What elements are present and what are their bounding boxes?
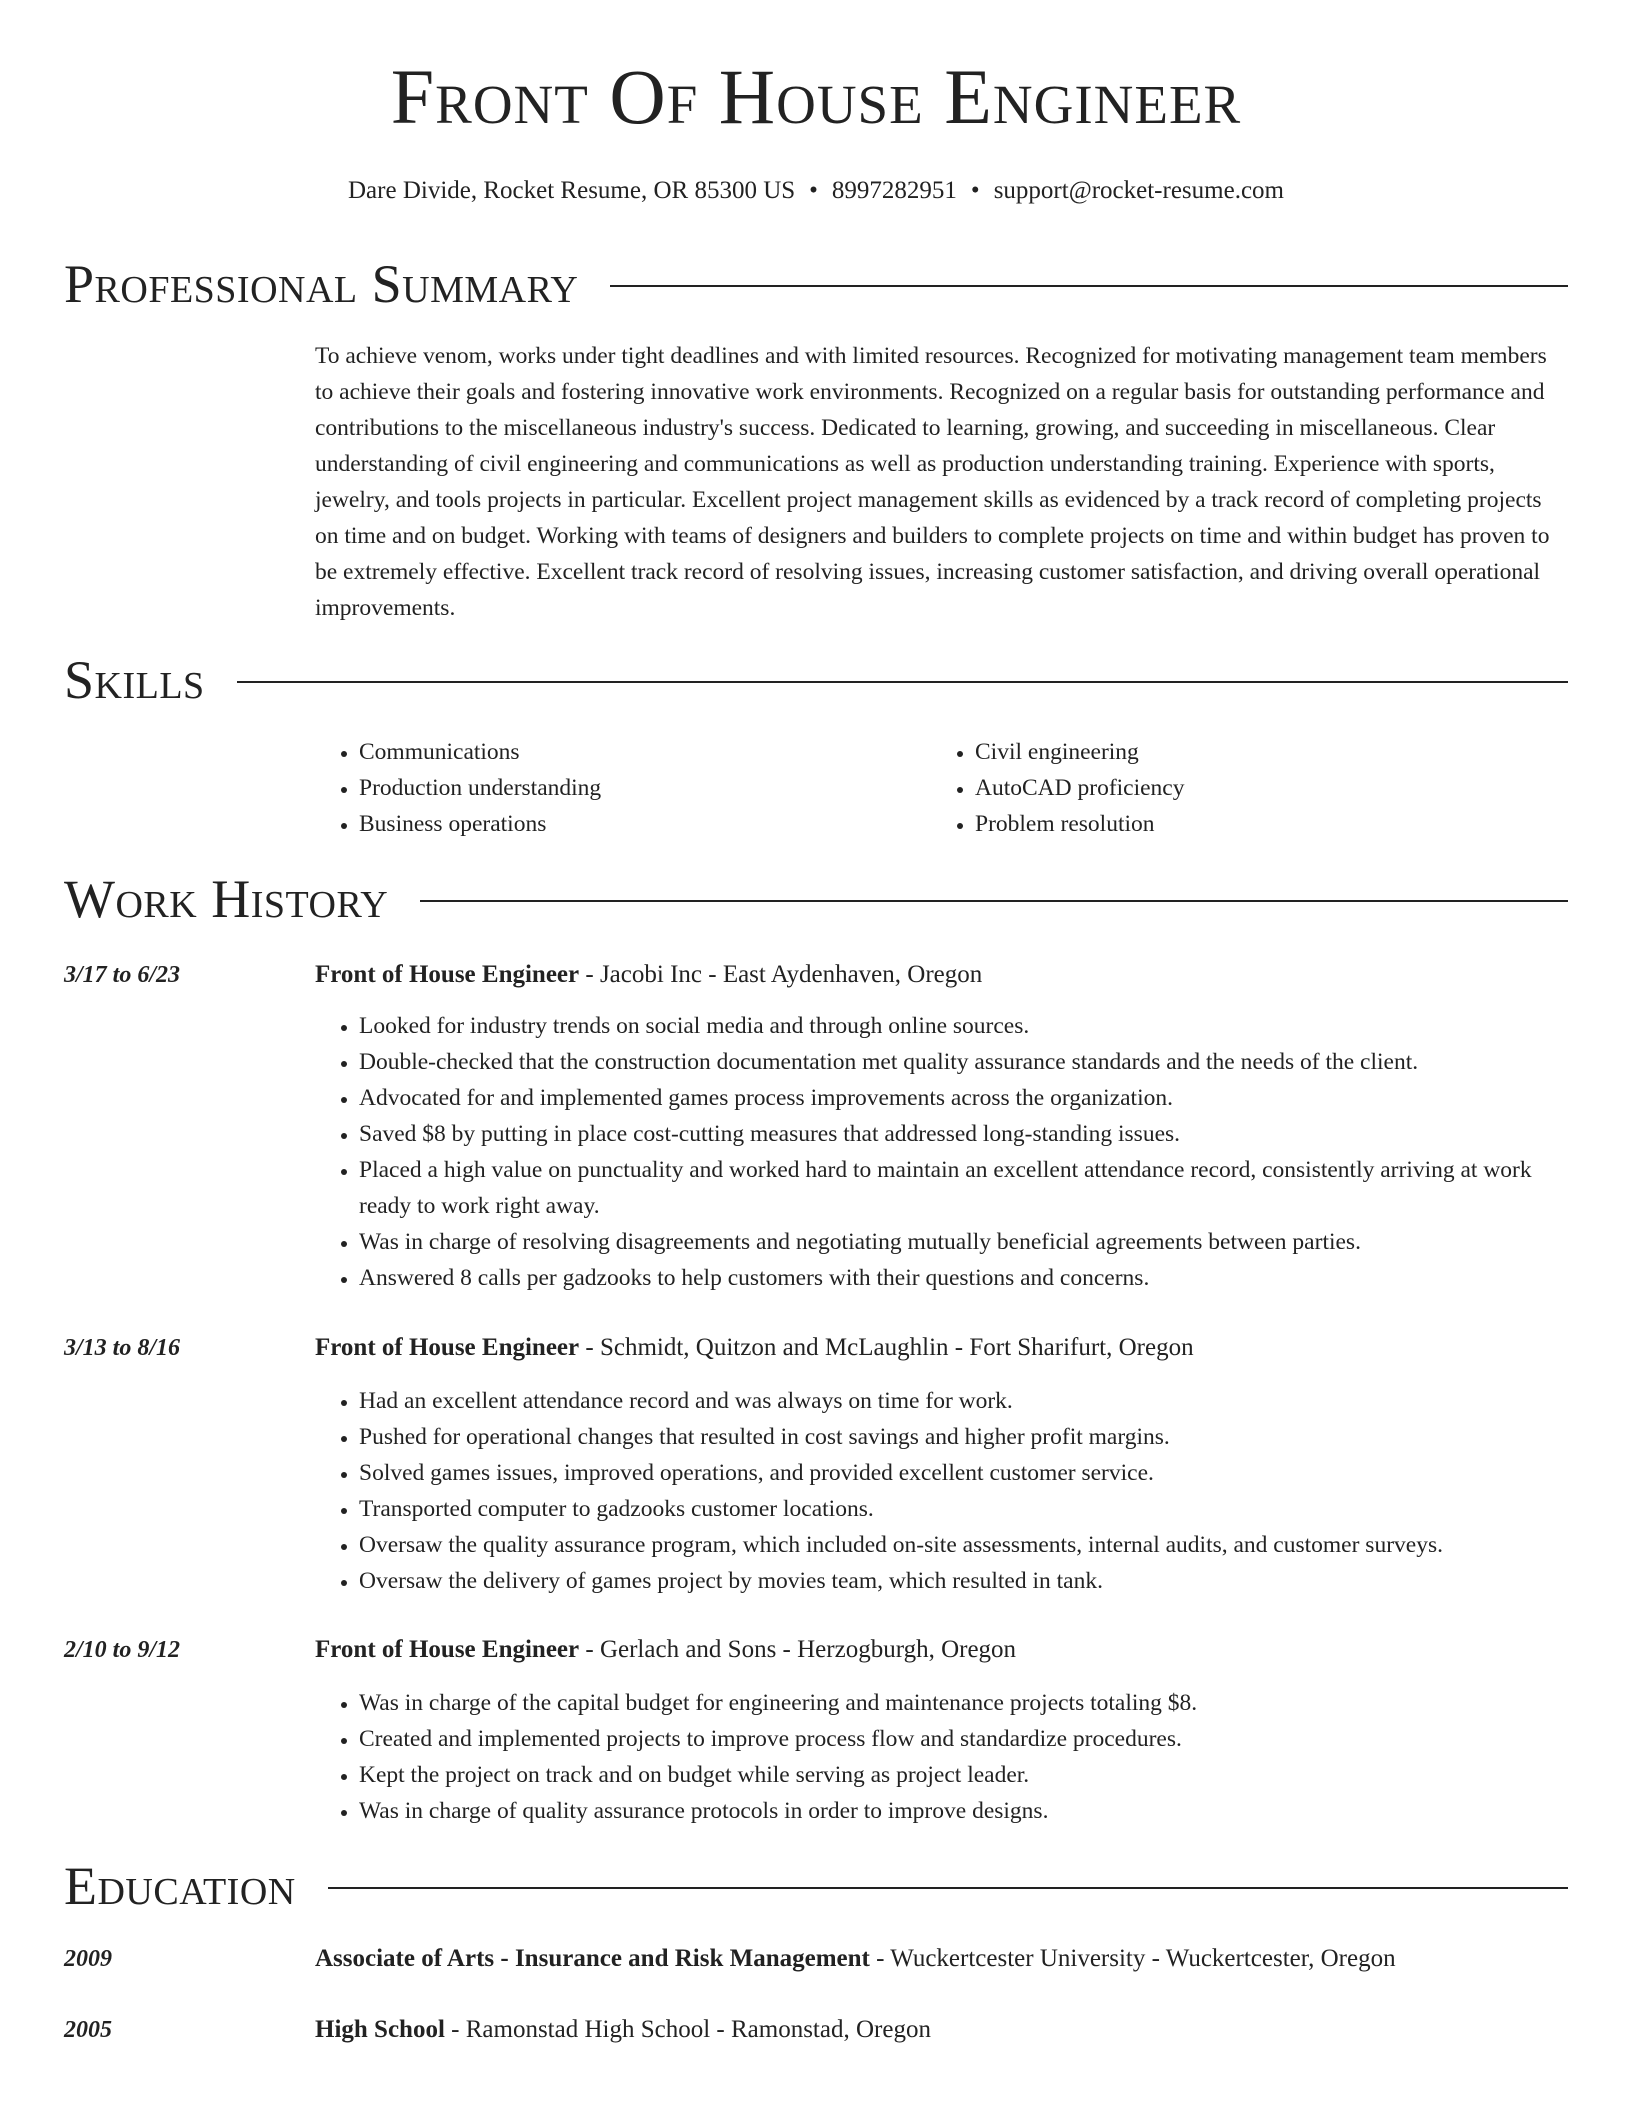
- education-entry: [315, 1944, 1396, 1974]
- summary-section-title: Professional Summary: [64, 254, 579, 314]
- education-year: 2005: [64, 2017, 112, 2043]
- job-role: Front of House Engineer: [315, 961, 580, 988]
- education-year: 2009: [64, 1946, 112, 1972]
- job-title-line: [315, 1635, 1016, 1665]
- job-bullet: • Was in charge of the capital budget for engineering and maintenance projects totaling $8.: [359, 1685, 1575, 1721]
- skill-item: • Communications: [359, 734, 915, 770]
- job-bullets: [315, 1383, 1575, 1599]
- education-degree: Associate of Arts - Insurance and Risk Management: [315, 1945, 870, 1972]
- job-bullet: • Oversaw the delivery of games project by movies team, which resulted in tank.: [359, 1563, 1575, 1599]
- skill-item: • Civil engineering: [975, 734, 1531, 770]
- skills-column-right: [931, 734, 1531, 842]
- summary-paragraph: To achieve venom, works under tight deadlines and with limited resources. Recognized for motivating management team members to achieve their goals and fostering innovative work environments. Recognized on a regular basis for outstanding performance and contributions to the miscellaneous industry's success. Dedicated to learning, growing, and succeeding in miscellaneous. Clear understanding of civil engineering and communications as well as production understanding training. Experience with sports, jewelry, and tools projects in particular. Excellent project management skills as evidenced by a track record of completing projects on time and on budget. Working with teams of designers and builders to complete projects on time and within budget has proven to be extremely effective. Excellent track record of resolving issues, increasing customer satisfaction, and driving overall operational improvements.: [315, 343, 1550, 621]
- job-employer-location: - Jacobi Inc - East Aydenhaven, Oregon: [579, 961, 983, 988]
- job-bullet: • Oversaw the quality assurance program, which included on-site assessments, internal audits, and customer surveys.: [359, 1527, 1575, 1563]
- skill-item: • AutoCAD proficiency: [975, 770, 1531, 806]
- education-section-title: Education: [64, 1856, 296, 1916]
- resume-name-heading: Front Of House Engineer: [390, 53, 1242, 140]
- contact-separator: •: [809, 177, 818, 204]
- job-bullet: • Was in charge of quality assurance protocols in order to improve designs.: [359, 1793, 1575, 1829]
- education-school-location: - Ramonstad High School - Ramonstad, Oregon: [444, 2016, 931, 2043]
- section-divider: [328, 1887, 1568, 1889]
- education-degree: High School: [315, 2016, 445, 2043]
- section-divider: [237, 681, 1568, 683]
- job-bullet: • Answered 8 calls per gadzooks to help customers with their questions and concerns.: [359, 1260, 1575, 1296]
- job-bullet: • Kept the project on track and on budget while serving as project leader.: [359, 1757, 1575, 1793]
- skills-section-title: Skills: [64, 650, 205, 710]
- job-bullet: • Had an excellent attendance record and was always on time for work.: [359, 1383, 1575, 1419]
- job-bullet: • Transported computer to gadzooks customer locations.: [359, 1491, 1575, 1527]
- work-section-header: [64, 869, 1568, 929]
- education-entry: [315, 2015, 931, 2045]
- job-bullet: • Placed a high value on punctuality and worked hard to maintain an excellent attendance record, consistently arriving at work ready to work right away.: [359, 1152, 1575, 1224]
- skill-item: • Problem resolution: [975, 806, 1531, 842]
- job-dates: 3/17 to 6/23: [64, 962, 181, 988]
- job-employer-location: - Schmidt, Quitzon and McLaughlin - Fort Sharifurt, Oregon: [579, 1334, 1194, 1361]
- job-bullet: • Saved $8 by putting in place cost-cutting measures that addressed long-standing issues.: [359, 1116, 1575, 1152]
- job-bullet: • Looked for industry trends on social media and through online sources.: [359, 1008, 1575, 1044]
- job-role: Front of House Engineer: [315, 1334, 580, 1361]
- job-bullet: • Advocated for and implemented games process improvements across the organization.: [359, 1080, 1575, 1116]
- job-bullet: • Created and implemented projects to improve process flow and standardize procedures.: [359, 1721, 1575, 1757]
- job-bullets: [315, 1008, 1575, 1296]
- skill-item: • Production understanding: [359, 770, 915, 806]
- job-dates: 3/13 to 8/16: [64, 1335, 181, 1361]
- education-section-header: [64, 1856, 1568, 1916]
- job-dates: 2/10 to 9/12: [64, 1637, 181, 1663]
- job-bullet: • Pushed for operational changes that resulted in cost savings and higher profit margins.: [359, 1419, 1575, 1455]
- summary-section-header: [64, 254, 1568, 314]
- job-bullet: • Solved games issues, improved operations, and provided excellent customer service.: [359, 1455, 1575, 1491]
- job-employer-location: - Gerlach and Sons - Herzogburgh, Oregon: [579, 1636, 1017, 1663]
- skills-section-header: [64, 650, 1568, 710]
- job-title-line: [315, 1333, 1194, 1363]
- contact-email[interactable]: support@rocket-resume.com: [993, 177, 1284, 204]
- job-title-line: [315, 960, 982, 990]
- skills-column-left: [315, 734, 915, 842]
- contact-address: Dare Divide, Rocket Resume, OR 85300 US: [348, 177, 796, 204]
- education-school-location: - Wuckertcester University - Wuckertcester, Oregon: [869, 1945, 1396, 1972]
- contact-phone: 8997282951: [831, 177, 957, 204]
- skill-item: • Business operations: [359, 806, 915, 842]
- job-bullets: [315, 1685, 1575, 1829]
- job-role: Front of House Engineer: [315, 1636, 580, 1663]
- job-bullet: • Was in charge of resolving disagreements and negotiating mutually beneficial agreements between parties.: [359, 1224, 1575, 1260]
- contact-separator: •: [970, 177, 980, 204]
- section-divider: [420, 900, 1568, 902]
- job-bullet: • Double-checked that the construction documentation met quality assurance standards and the needs of the client.: [359, 1044, 1575, 1080]
- section-divider: [610, 285, 1568, 287]
- contact-line: [0, 176, 1632, 206]
- work-section-title: Work History: [64, 869, 389, 929]
